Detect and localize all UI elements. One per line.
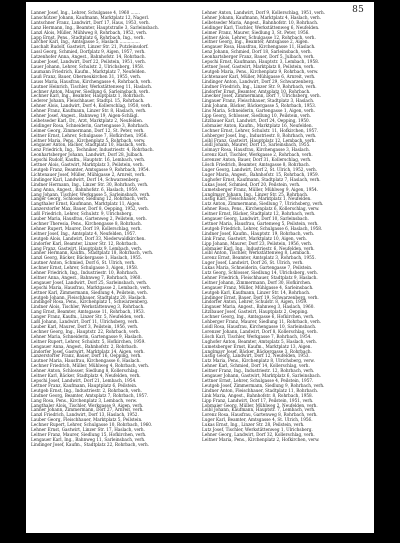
directory-entry: Lehner Friedrich, Fleischhauer, Stadtplatz 9, Haslach. [202, 274, 318, 280]
directory-entry: Lanzl Friedrich, Landwirt, Dorf 13, Haslach, 1952. [31, 412, 139, 418]
directory-entry: Lang Ernst, Beamter, Amtsgasse 11, Rohrbach, 1953. [31, 309, 145, 315]
directory-entry: Lengauer Rosa, Hausfrau, Kirchengasse 11, Haslach. [202, 44, 316, 50]
directory-entry: Lumetsberger Ernst, Kaufm., Marktplatz 13, Aigen. [202, 343, 312, 349]
directory-entry: Lutz Maria, Pens., Kirchenplatz 8, Ulrichsberg, verw. [202, 358, 315, 364]
directory-entry: Lauber Josef, Landwirt, Dorf 22, Peilstein, 1951, verh. [31, 59, 147, 65]
directory-entry: Lumetsberger Franz, Müller, Mühlweg 9, Aigen, 1954. [202, 186, 319, 192]
directory-entry: Lindinger Anton, Landwirt, Dorf 29, Schwarzenberg. [202, 78, 315, 84]
directory-entry: Lindinger Josef, Kaufm., Stadtplatz 22, Rohrbach, verh. [31, 441, 150, 447]
directory-entry: Lins Maria, Schneiderin, Gartengasse 1, Aigen, verh. [202, 108, 315, 114]
directory-entry: Lepschi Ernst, Kaufmann, Hauptstr. 3, Lembach, 1958. [202, 59, 320, 65]
directory-entry: Lehner Alois, Landwirt, Dorf 4, Kollerschlag, 1950, verh. [31, 103, 152, 109]
directory-entry: Litzlbauer Josef, Gastwirt, Hauptplatz 2, Oepping. [202, 309, 309, 315]
directory-entry: Loibl Franz, Gastwirt, Hauptplatz 12, Lembach, verh. [202, 137, 316, 143]
directory-entry: Lepschi Rudolf, Kaufm., Hauptstr. 16, Lembach, verh. [31, 157, 146, 163]
directory-entry: Leitner Karl, Bäcker, Stadtplatz 4, Neufelden, verh. [31, 373, 141, 379]
directory-entry: Lösch Karl, Tischler, Werkgasse 7, Rohrbach, 1954. [202, 333, 312, 339]
directory-entry: Leonhartsberger Johann, Landwirt, Dorf 28, Julbach. [31, 152, 144, 158]
directory-entry: Lanner Johann, Zimmermann, Dorf 27, Arnreit, verh. [31, 407, 144, 413]
directory-entry: Lorenzer Anton, Bauer, Dorf 31, Kollerschlag, verh. [202, 157, 312, 163]
directory-entry: Lepschi Josef, Landwirt, Dorf 21, Lembach, 1954. [31, 377, 137, 383]
directory-entry: Lengauer Georg, Landwirt, Dorf 10, Sarleinsbach. [202, 216, 309, 222]
directory-entry: Lobmaier Anton, Kaufm., Marktplatz 16, Neufelden. [202, 122, 313, 128]
directory-entry: Lehner Rupert, Maurer, Dorf 19, Kollerschlag, verh. [31, 225, 142, 231]
directory-entry: Lehner Rosa, Pens., Kirchenplatz 6, Kollerschlag, verw. [202, 206, 320, 212]
directory-entry: Lang Johann, Tischler, Werkgasse 5, Sarleinsbach, verh. [31, 191, 151, 197]
page-number: 85 [352, 5, 364, 15]
directory-entry: Lauber Maria, Hausfrau, Gartenweg 2, Peilstein, verh. [31, 216, 147, 222]
directory-entry: Lettner Maria, Hausfrau, Gartenweg 5, Peilstein, verh. [202, 220, 319, 226]
directory-entry: Lechner Ernst, Lehrer, Schulgasse 3, Aigen, 1958. [31, 265, 139, 271]
directory-entry: Lindner Friedrich, Ing., Linzer Str. 9, Rohrbach, verh. [202, 83, 317, 89]
directory-entry: Lichtenauer Josef, Müller, Mühlgasse 2, Arnreit, verh. [31, 171, 146, 177]
directory-entry: Lanschützer Johann, Kaufmann, Marktplatz 12, Nagerl. [31, 14, 150, 20]
directory-entry: Lösch Friedrich, Beamter, Amtsgasse 8, Rohrbach. [202, 162, 311, 168]
directory-entry: Leutgeb Maria, Pens., Kirchenplatz 9, Rohrbach, verw. [202, 68, 319, 74]
directory-entry: Lutz Georg, Schlosser, Siedlung 14, Ulrichsberg, verh. [202, 270, 319, 276]
directory-entry: Lukas Josef, Schmied, Dorf 20, Peilstein, verh. [202, 181, 301, 187]
directory-entry: Lehner Anton, Schlosser, Siedlung 8, Kollerschlag. [31, 368, 139, 374]
directory-entry: Lohberger Josef, Ing., Industriestr. 8, Rohrbach, verh. [202, 132, 317, 138]
directory-entry: Lengauer Anna, Angest., Bahnhofstr. 2, Rohrbach. [31, 343, 138, 349]
directory-entry: Leimer Franz, Maurer, Siedlung 3, St. Peter, 1956. [202, 29, 310, 35]
directory-entry: Lang Rosa, Pens., Kirchenplatz 3, Lembach, verw. [31, 397, 138, 403]
directory-entry: Lanzl Georg, Bäcker, Bäckergasse 1, Haslach, 1955. [31, 255, 143, 261]
directory-entry: Lauber Karl, Maurer, Dorf 3, Peilstein, 1956, verh. [31, 324, 139, 329]
directory-entry: Link Franz, Gastwirt, Marktplatz 10, Aigen, verh. [202, 235, 308, 241]
directory-entry: Lanner Hermann, Kaufm., Stadtplatz 18, Rohrbach, verh. [31, 250, 154, 256]
directory-entry: Leibetseder Maria, Angest., Bahnhofstr. 10, Rohrbach. [202, 19, 319, 25]
directory-entry: Leibetseder Karl, Dr., Arzt, Marktplatz 2, Neufelden. [31, 117, 144, 123]
directory-entry: Link Maria, Angest., Bahnhofstr. 8, Rohrbach, 1958. [202, 392, 314, 398]
directory-entry: Lehner Josef, Angest., Bahnweg 19, Aigen-Schlägl. [31, 113, 139, 119]
directory-entry: Lutz Anton, Zimmermann, Siedlung 7, Ulrichsberg, verh. [202, 201, 324, 207]
directory-entry: Lorenz Rosa, Hausfrau, Gartenweg 8, Rohrbach, verh. [202, 412, 318, 418]
directory-entry: Lehner Franz, Kaufmann, Linzer Str. 8, Haslach, verh. [31, 108, 147, 114]
directory-entry: Lengauer Franz, Müller, Mühlgasse 4, Sarleinsbach. [202, 284, 314, 290]
directory-entry: Luger Maria, Angest., Bahnhofstr. 15, Rohrbach, 1959. [202, 171, 319, 177]
directory-entry: Lipp Johann, Maurer, Dorf 23, Peilstein, 1956, verh. [202, 240, 313, 246]
directory-entry: Lindner Hermann, Ing., Linzer Str. 30, Rohrbach, verh. [31, 181, 149, 187]
directory-entry: Langer Georg, Schlosser, Siedlung 12, Rohrbach, verh. [31, 196, 149, 202]
directory-entry: Lehner Ernst, Gastwirt, Linzer Str. 17, Haslach, verh. [31, 427, 145, 433]
directory-entry: Luger Karl, Beamter, Amtsgasse 4, St. Ulrich, 1956. [202, 417, 313, 423]
directory-entry: Lassl Georg, Schmied, Dorfplatz 9, Aigen, 1957, verh. [31, 49, 146, 55]
directory-entry: Lengauer Josef, Landwirt, Dorf 25, Sarleinsbach, verh. [31, 279, 148, 285]
directory-entry: Leitner Ernst, Bäcker, Stadtplatz 12, Rohrbach, verh. [202, 211, 316, 217]
directory-entry: Langer Franz, Kaufm., Linzer Str. 5, Neufelden, verh. [31, 314, 145, 320]
directory-entry: Leimer Georg, Zimmermann, Dorf 12, St. Peter, verh. [31, 127, 145, 133]
directory-entry: Langthaler Alois, Tischler, Werkgasse 9, Aigen, verh. [31, 402, 144, 408]
directory-entry: Lengauer Johann, Gastwirt, Marktplatz 6, Sarleinsbach. [202, 373, 322, 379]
directory-entry: Leitner Franz, Maurer, Siedlung 15, Hofkirchen, verh. [31, 431, 147, 437]
directory-entry: Lautner Heinrich, Tischler, Werkstättenweg 11, Haslach. [31, 83, 153, 89]
directory-entry: Lechner Theresia, Pens., Kirchengasse 8, Rohrbach. [31, 220, 143, 226]
directory-entry: Lengauer Anton, Bäcker, Stadtplatz 10, Haslach, verh. [31, 142, 147, 148]
directory-entry: Lorenzer Johann, Landwirt, Dorf 8, Kollerschlag, verh. [202, 328, 318, 334]
directory-entry: Laschalt Rudolf, Gastwirt, Linzer Str. 21, Putzleinsdorf. [31, 44, 149, 50]
directory-entry: Lunglmayr Johann, Ing., Linzer Str. 25, Rohrbach. [202, 191, 309, 197]
directory-entry: Lehner Karl, Schmied, Dorf 14, Kollerschlag, verh. [202, 363, 310, 369]
directory-entry: Leitner Maria, Pens., Kirchenplatz 2, Hofkirchen, verw. [202, 436, 320, 442]
directory-entry: Lapp Ernst, Pens., Stadtplatz 6, Rohrbach, Ing., verh. [31, 34, 145, 40]
directory-entry: Lettner Franz, Kaufmann, Hauptplatz 6, Peilstein. [31, 382, 138, 388]
directory-entry: Leitner Alois, Lehrer, Schulgasse 12, Rohrbach, verh. [202, 34, 316, 40]
directory-entry: Leidinger Rosa, Schneiderin, Gartengasse 3, Rohrbach. [31, 122, 150, 128]
directory-entry: Leitner Franz, Ing., Industriestr. 12, Rohrbach, verh. [202, 368, 315, 374]
directory-entry: Leutgeb Ernst, Ing., Industriestr. 2, Rohrbach, verh. [31, 387, 142, 393]
directory-entry: Lipp Franz, Landwirt, Dorf 17, Peilstein, 1951, verh. [202, 397, 314, 403]
directory-entry: Leutgeb Johann, Fleischhauer, Stadtplatz 20, Haslach. [31, 294, 147, 300]
directory-entry: Lauber Georg, Fleischhauer, Marktplatz 5, Peilstein. [31, 417, 143, 423]
directory-entry: Lanzl Alois, Müller, Mühlweg 8, Rohrbach, 1952, verh. [31, 29, 148, 35]
directory-entry: Litzlbauer Karl, Landwirt, Dorf 24, Oepping, 1950. [202, 117, 310, 123]
directory-entry: Latzenhofer Anna, Angest., Bahnhofstr. 14, Rohrbach. [31, 54, 146, 60]
directory-entry: Loibl Johann, Kaufmann, Hauptstr. 7, Lembach, verh. [202, 407, 316, 413]
directory-entry: Lindner Anton, Fleischhauer, Stadtplatz 11, Rohrbach. [202, 387, 319, 393]
directory-entry: Lohberger Franz, Maurer, Siedlung 11, Rohrbach, verh. [202, 319, 322, 325]
directory-entry: Lehner Johann, Kaufmann, Marktplatz 4, Haslach, verh. [202, 14, 322, 20]
directory-entry: Lughofer Ernst, Kaufmann, Stadtplatz 7, Haslach, verh. [202, 176, 321, 182]
directory-entry: Lechner Friedrich, Müller, Mühlweg 4, Rohrbach, verh. [31, 363, 150, 369]
directory-entry: Luger Georg, Landwirt, Dorf 2, St. Ulrich, 1952, verh. [202, 167, 317, 172]
directory-page [26, 2, 374, 533]
directory-entry: Lantschner Franz, Landwirt, Dorf 17, Haus, 1953, verh. [31, 19, 150, 25]
directory-entry: Loidl Rosa, Hausfrau, Kirchengasse 10, Sarleinsbach. [202, 324, 317, 329]
directory-entry: Laumann Friedrich, Kaufm., Marktplatz 7, Neufelden. [31, 68, 146, 74]
directory-entry: Lenz Johann, Schmied, Dorf 18, Sarleinsbach, verh. [202, 49, 312, 55]
directory-entry: Lepschi Maria, Hausfrau, Marktgasse 2, Lembach, verh. [31, 284, 152, 290]
right-column [202, 11, 366, 443]
directory-entry: Leonhartsberger Franz, Bauer, Dorf 5, Julbach, verh. [202, 54, 315, 60]
directory-entry: Lindinger Ernst, Bauer, Dorf 19, Schwarzenberg, verh. [202, 294, 319, 300]
directory-entry: Lindinger Rosa, Pens., Kirchenplatz 1, Schwarzenberg. [31, 299, 149, 305]
directory-entry: Lechner Anton, Maurer, Siedlung 6, Sarleinsbach, verh. [31, 88, 150, 94]
directory-entry: Leitner Josef, Ing., Amtsplatz 4, Neufelden, 1957. [31, 230, 137, 236]
directory-entry: Leitner Maria, Pens., Kirchenplatz 5, Rohrbach, verw. [31, 137, 146, 143]
directory-entry: Loibl Anton, Tischler, Werkstättenweg 8, Lembach. [202, 250, 311, 256]
directory-entry: Lechner Georg, Ing., Hauptstr. 22, Rohrbach, verh. [31, 328, 140, 334]
directory-entry: Lanner Josef, Ing., Lehrer, Schulgasse 4, 1960 ....... [31, 10, 140, 15]
directory-entry: Lorenz Ernst, Beamter, Amtsplatz 3, Rohrbach, 1955. [202, 255, 316, 261]
directory-entry: Leutgeb Friedrich, Lehrer, Schulgasse 6, Haslach, 1958. [202, 225, 323, 231]
directory-entry: Langthaler Ernst, Kaufmann, Marktplatz 11, Aigen. [31, 201, 141, 207]
directory-entry: Lustig Georg, Landwirt, Dorf 12, Neufelden, 1953. [202, 353, 310, 359]
directory-entry: Leitner Georg, Ing., Beamter, Amtsgasse 2, Aigen. [202, 39, 309, 45]
directory-entry: Leutgeb Karl, Kaufmann, Linzer Str. 14, Rohrbach. [202, 289, 311, 295]
directory-entry: Leitner Johann, Zimmermann, Dorf 30, Hofkirchen. [202, 279, 312, 285]
directory-entry: Larcher Karl, Ing., Amtsgasse 5, Haslach ............... [31, 39, 140, 45]
directory-entry: Lingauer Maria, Angest., Bahnweg 3, Haslach, 1960. [202, 304, 315, 310]
directory-entry: Lauer Johann, Lehrer, Schulstr. 2, Ulrichsberg, 1958. [31, 63, 145, 69]
directory-entry: Lochner Georg, Ing., Amtsgasse 6, Hofkirchen, verh. [202, 314, 315, 320]
directory-entry: Lehner Friedrich, Ing., Industriestr. 10, Rohrbach. [31, 270, 139, 276]
directory-entry: Lanzerstorfer Max, Bauer, Dorf 8, Oepping, 1952, verh. [31, 206, 150, 212]
directory-entry: Lipp Georg, Schlosser, Siedlung 10, Peilstein, verh. [202, 113, 312, 119]
directory-entry: Lindorfer Ernst, Beamter, Amtsplatz 10, Rohrbach. [202, 88, 311, 94]
directory-entry: Lanz Hermann, Ing., Beamter, Hauptstraße 3, Sarleinsbach. [31, 24, 159, 30]
directory-entry: Lindner Josef, Kaufm., Hauptstr. 19, Rohrbach, verh. [202, 230, 315, 236]
directory-entry: Lederer Johann, Fleischhauer, Stadtpl. 15, Rohrbach. [31, 98, 145, 104]
directory-entry: Lautner Anton, Schmied, Dorf 6, St. Ulrich, verh. [31, 260, 136, 266]
directory-entry: Lindorfer Karl, Beamter, Linzer Str. 12, Rohrbach. [31, 240, 138, 246]
directory-entry: Lughofer Anton, Beamter, Amtsplatz 5, Haslach, verh. [202, 338, 318, 344]
directory-entry: Leidinger Karl, Tischler, Werkstättenweg 6, Neufelden. [202, 24, 320, 30]
directory-entry: Lauß Franz, Bauer, Oberneukirchen 31, 1955, verh. [31, 73, 142, 79]
directory-entry: Lindner Georg, Beamter, Amtsplatz 7, Rohrbach, 1957. [31, 392, 149, 398]
directory-entry: Lauss Maria, Hausfrau, Kirchengasse 4, Rohrbach, verh. [31, 78, 152, 84]
directory-entry: Lingauer Franz, Fleischhauer, Stadtplatz 3, Haslach. [202, 98, 315, 104]
directory-entry: Lunglmayr Josef, Bäcker, Bäckergasse 3, Rohrbach. [202, 348, 312, 354]
directory-entry: Loidl Johann, Maurer, Dorf 15, Sarleinsbach, 1955. [202, 142, 311, 148]
directory-entry: Lustig Karl, Fleischhauer, Marktplatz 1, Neufelden. [202, 196, 312, 202]
directory-entry: Leitner Rupert, Lehrer, Schulstr. 5, Hofkirchen, 1959. [31, 338, 146, 344]
directory-entry: Laßl Johann, Landwirt, Dorf 11, Ulrichsberg, verh. [31, 319, 139, 325]
directory-entry: Lindorfer Anton, Lehrer, Schulstr. 8, Aigen, 1959. [202, 299, 308, 305]
directory-entry: Lengauer Karl, Ing., Bahnweg 11, Sarleinsbach, verh. [31, 436, 146, 442]
directory-entry: Lindinger Karl, Landwirt, Dorf 14, Schwarzenberg. [31, 176, 140, 182]
directory-entry: Lehner Georg, Landwirt, Dorf 32, Kollerschlag, verh. [202, 431, 315, 437]
directory-entry: Leitner Anna, Angest., Bahnweg 7, Rohrbach, 1960. [31, 274, 142, 280]
directory-entry: Luger Josef, Landwirt, Dorf 26, St. Ulrich, verh. [202, 260, 304, 266]
directory-entry: Lautner Maria, Hausfrau, Kirchengasse 6, Haslach. [31, 358, 141, 364]
directory-entry: Lindorfer Josef, Gastwirt, Marktplatz 14, Aigen, verh. [31, 348, 145, 354]
directory-entry: Lechner Rupert, Lehrer, Schulgasse 10, Rohrbach, 1960. [31, 422, 153, 428]
directory-entry: Loimayr Rosa, Hausfrau, Kirchengasse 3, Haslach. [202, 147, 310, 153]
directory-entry: Leutgeb Josef, Zimmermann, Siedlung 9, Rohrbach, verh. [202, 382, 325, 388]
directory-entry: Lehner Maria, Schneiderin, Gartengasse 9, Haslach. [31, 333, 143, 339]
directory-entry: Lutz Josef, Tischler, Werkstättenweg 1, Ulrichsberg. [202, 427, 313, 433]
directory-entry: Lobmaier Georg, Müller, Mühlweg 2, Neufelden, verh. [202, 402, 318, 408]
directory-entry: Lanzerstorfer Franz, Bauer, Dorf 16, Oepping, verh. [31, 353, 142, 359]
directory-entry: Lichtenauer Karl, Müller, Mühlgasse 6, Arnreit, verh. [202, 73, 316, 79]
left-column [31, 11, 195, 448]
directory-entry: Lorenz Karl, Tischler, Werkgasse 2, Rohrbach, verh. [202, 152, 313, 158]
directory-entry: Lechner Karl, Ing., Beamter, Hauptplatz 1, Rohrbach. [31, 93, 146, 99]
directory-entry: Laßl Friedrich, Lehrer, Schulstr. 9, Ulrichsberg. [31, 211, 133, 217]
directory-entry: Lobmaier Karl, Ing., Industriestr. 6, Neufelden, verh. [202, 245, 315, 251]
directory-entry: Lindner Alois, Tischler, Werkstättenweg 3, Rohrbach. [31, 304, 145, 310]
directory-entry: Lettner Karl, Zimmermann, Siedlung 4, Peilstein, verh. [31, 289, 149, 295]
directory-entry: Lukas Maria, Schneiderin, Gartengasse 7, Peilstein. [202, 265, 313, 271]
directory-entry: Leutgeb Alois, Landwirt, Dorf 33, Niederwaldkirchen. [31, 235, 146, 241]
directory-entry: Link Johann, Bäcker, Bäckergasse 5, Rohrbach, 1953. [202, 103, 317, 109]
directory-entry: Lochner Ernst, Lehrer, Schulstr. 11, Hofkirchen, 1957. [202, 127, 319, 133]
directory-entry: Lettner Josef, Gastwirt, Marktplatz 8, Peilstein, verh. [202, 63, 315, 69]
directory-entry: Lukas Ernst, Ing., Linzer Str. 28, Peilstein, verh. [202, 422, 305, 428]
directory-entry: Leutgeb Franz, Beamter, Amtsgasse 9, Rohrbach, 1954. [31, 167, 150, 172]
directory-entry: Leitner Ernst, Lehrer, Schulgasse 7, Hofkirchen, 1956. [31, 132, 148, 138]
directory-entry: Lettner Alois, Gastwirt, Marktplatz 3, Peilstein, verh. [31, 162, 144, 168]
directory-entry: Lehner Anton, Landwirt, Dorf 9, Kollerschlag, 1951, verh. [202, 10, 326, 15]
directory-entry: Linecker Josef, Zimmermann, Dorf 7, Ulrichsberg, verh. [202, 93, 321, 99]
directory-entry: Lang Anna, Angest., Bahnhofstr. 6, Haslach, 1959. [31, 186, 139, 192]
directory-entry: Lang Franz, Gastwirt, Hauptplatz 9, Lembach, verh. [31, 245, 143, 251]
directory-entry: Lettner Ernst, Lehrer, Schulgasse 4, Peilstein, 1957. [202, 377, 314, 383]
directory-entry: Lenz Friedrich, Ing., Techniker, Industriestr. 4, Rohrbach. [31, 147, 154, 153]
